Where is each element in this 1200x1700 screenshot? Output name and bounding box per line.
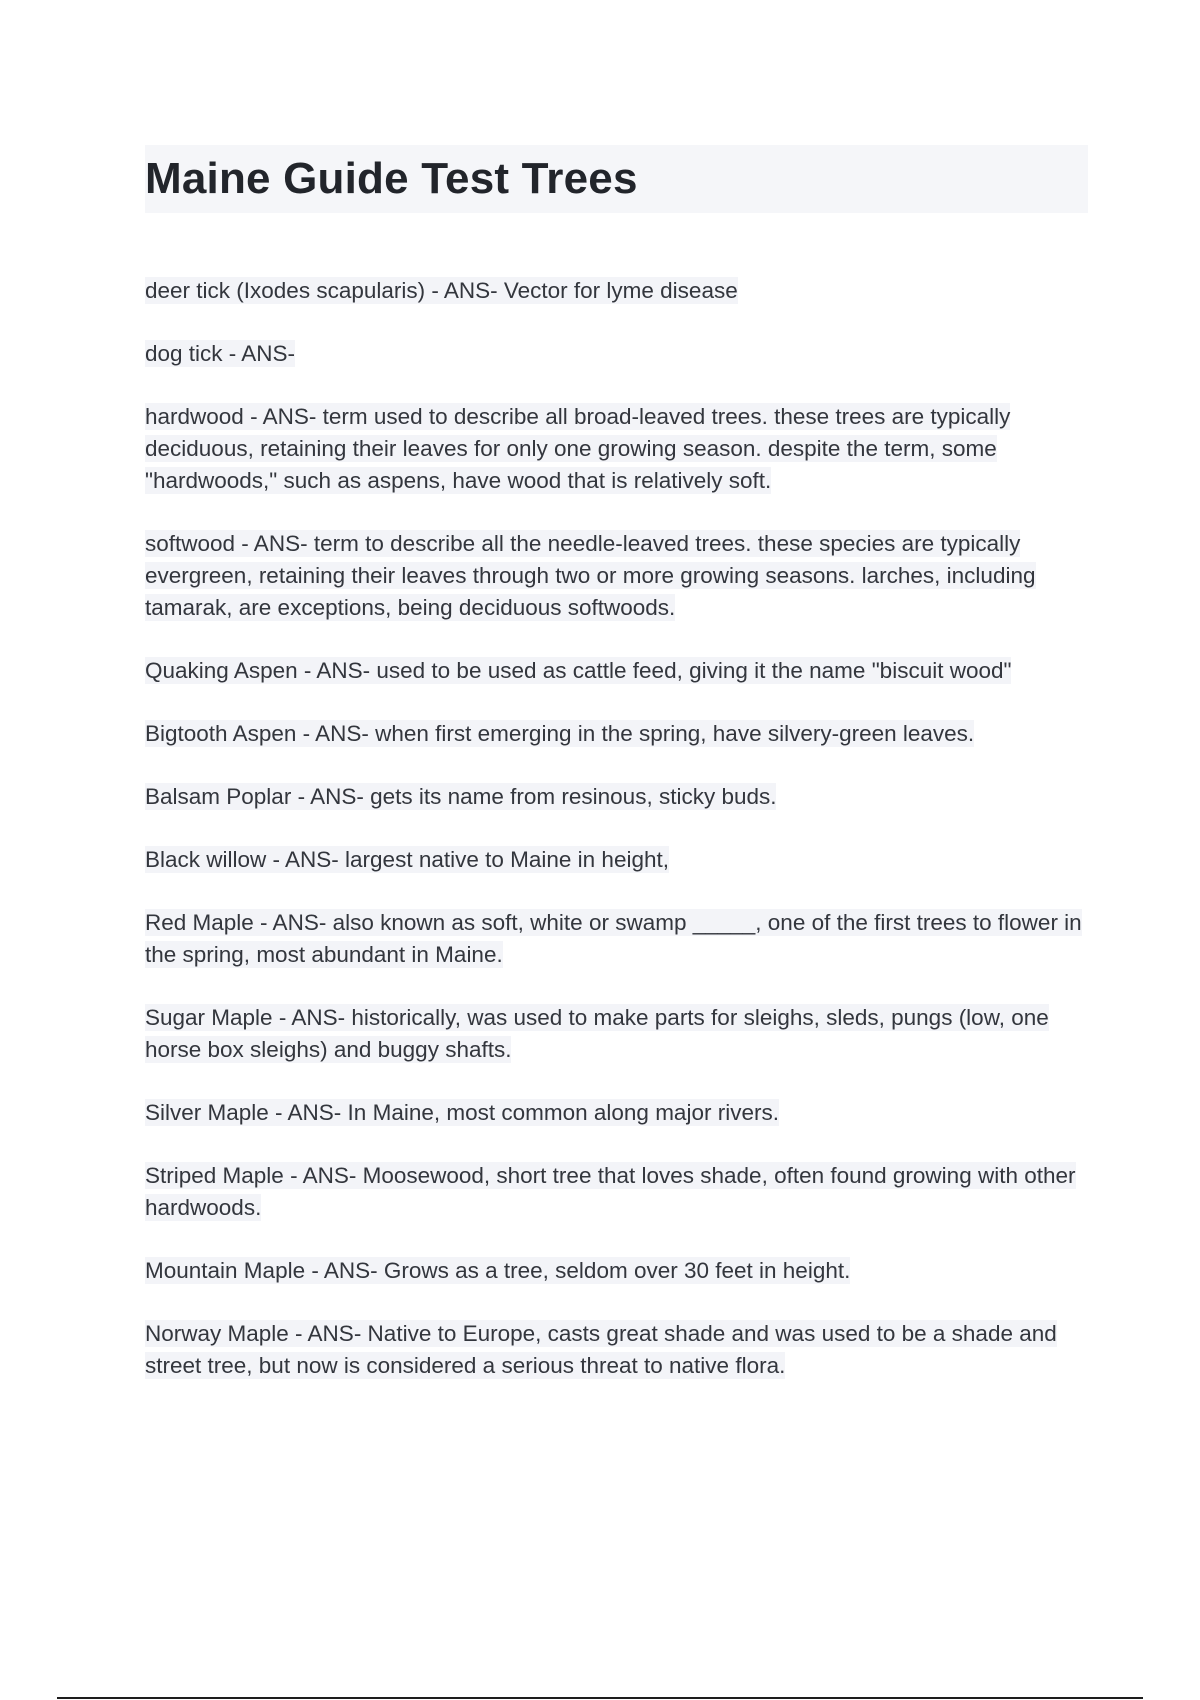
entry-text: Balsam Poplar - ANS- gets its name from resinous, sticky buds. xyxy=(145,784,777,809)
entry-item xyxy=(145,401,1095,497)
entry-item xyxy=(145,781,1095,813)
entry-item xyxy=(145,338,1095,370)
entry-item xyxy=(145,718,1095,750)
entry-item xyxy=(145,275,1095,307)
entry-list xyxy=(145,275,1095,1413)
entry-text: dog tick - ANS- xyxy=(145,341,296,366)
entry-text: Mountain Maple - ANS- Grows as a tree, seldom over 30 feet in height. xyxy=(145,1258,851,1283)
document-title: Maine Guide Test Trees xyxy=(145,154,638,203)
entry-text: Silver Maple - ANS- In Maine, most common along major rivers. xyxy=(145,1100,779,1125)
entry-text: Norway Maple - ANS- Native to Europe, casts great shade and was used to be a shade and street tree, but now is considered a serious threat to native flora. xyxy=(145,1321,1057,1378)
entry-text: Red Maple - ANS- also known as soft, white or swamp _____, one of the first trees to flower in the spring, most abundant in Maine. xyxy=(145,910,1082,967)
entry-item xyxy=(145,907,1095,971)
entry-item xyxy=(145,1097,1095,1129)
entry-text: softwood - ANS- term to describe all the needle-leaved trees. these species are typically evergreen, retaining their leaves through two or more growing seasons. larches, including tamarak, are exceptions, being deciduous softwoods. xyxy=(145,531,1036,620)
entry-text: hardwood - ANS- term used to describe all broad-leaved trees. these trees are typically deciduous, retaining their leaves for only one growing season. despite the term, some "hardwoods," such as aspens, have wood that is relatively soft. xyxy=(145,404,1011,493)
entry-item xyxy=(145,655,1095,687)
entry-text: Black willow - ANS- largest native to Maine in height, xyxy=(145,847,669,872)
entry-item xyxy=(145,528,1095,624)
entry-text: Quaking Aspen - ANS- used to be used as cattle feed, giving it the name "biscuit wood" xyxy=(145,658,1012,683)
entry-item xyxy=(145,1318,1095,1382)
entry-item xyxy=(145,1002,1095,1066)
entry-item xyxy=(145,844,1095,876)
entry-text: deer tick (Ixodes scapularis) - ANS- Vector for lyme disease xyxy=(145,278,738,303)
entry-item xyxy=(145,1160,1095,1224)
entry-text: Bigtooth Aspen - ANS- when first emerging in the spring, have silvery-green leaves. xyxy=(145,721,975,746)
entry-text: Sugar Maple - ANS- historically, was used to make parts for sleighs, sleds, pungs (low, one horse box sleighs) and buggy shafts. xyxy=(145,1005,1049,1062)
entry-text: Striped Maple - ANS- Moosewood, short tree that loves shade, often found growing with other hardwoods. xyxy=(145,1163,1076,1220)
footer-divider xyxy=(57,1697,1143,1699)
entry-item xyxy=(145,1255,1095,1287)
